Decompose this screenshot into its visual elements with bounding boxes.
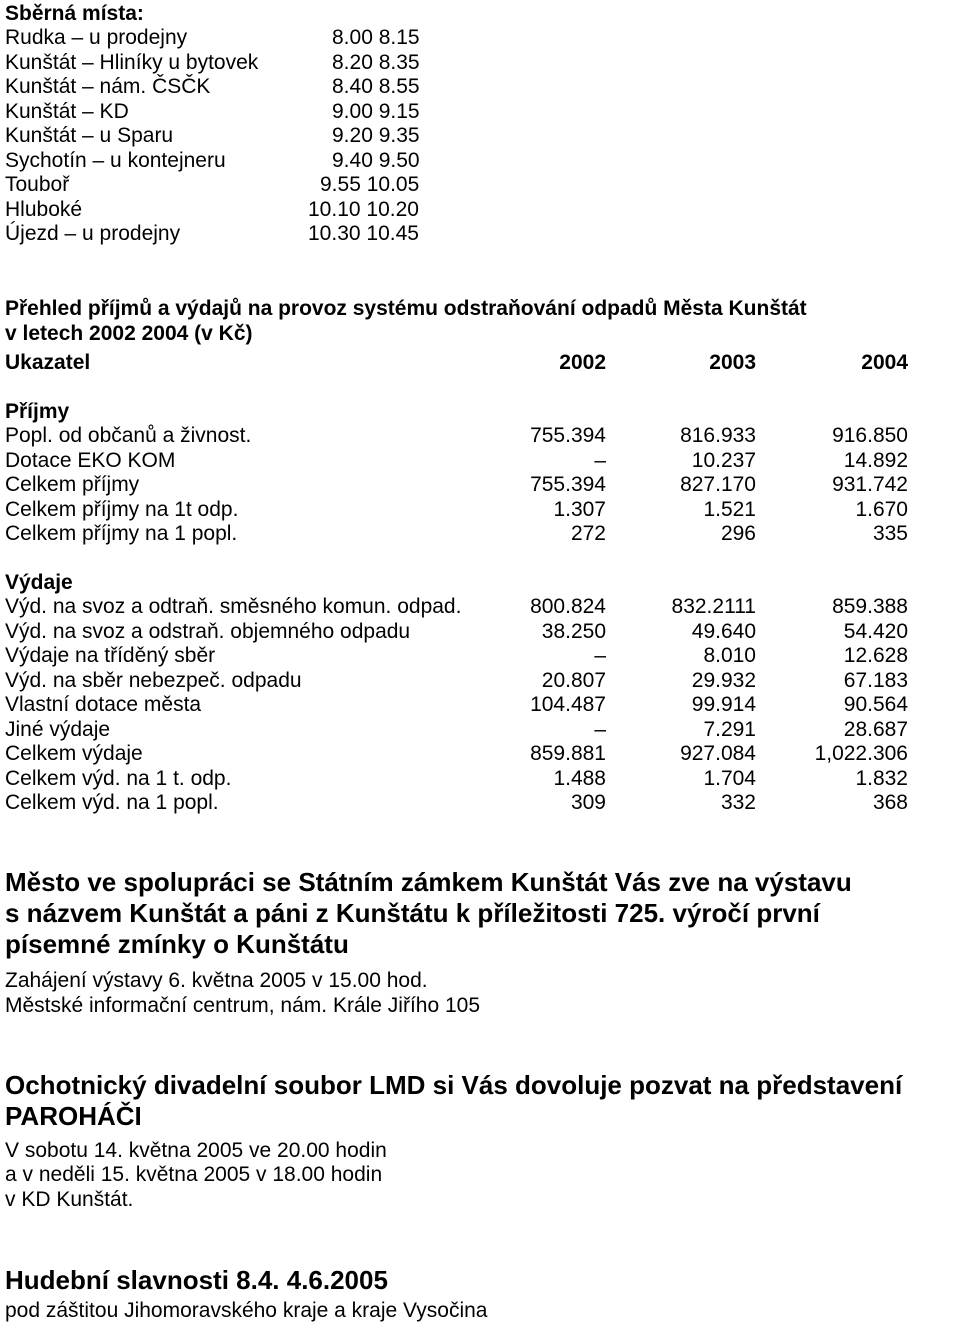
row-label: Celkem příjmy bbox=[5, 473, 140, 496]
row-label: Výd. na svoz a odtraň. směsného komun. odpad. bbox=[5, 595, 462, 618]
value-2002: – bbox=[594, 644, 606, 667]
schedule-heading: Sběrná místa: bbox=[5, 2, 144, 25]
value-2002: 104.487 bbox=[530, 693, 606, 716]
table-row bbox=[5, 742, 955, 767]
expense-heading: Výdaje bbox=[5, 571, 73, 594]
row-label: Celkem příjmy na 1t odp. bbox=[5, 497, 239, 521]
schedule-row bbox=[5, 149, 955, 174]
table-row bbox=[5, 449, 955, 474]
row-label: Celkem výd. na 1 t. odp. bbox=[5, 766, 232, 790]
table-row bbox=[5, 424, 955, 449]
row-label: Vlastní dotace města bbox=[5, 693, 202, 716]
schedule-time: 8.20 8.35 bbox=[332, 50, 420, 74]
value-2004: 90.564 bbox=[843, 693, 908, 716]
music-heading: Hudební slavnosti 8.4. 4.6.2005 bbox=[5, 1265, 388, 1295]
value-2004: 1.832 bbox=[855, 766, 908, 790]
value-2003: 8.010 bbox=[703, 644, 756, 667]
table-row bbox=[5, 791, 955, 816]
schedule-time: 9.40 9.50 bbox=[332, 148, 420, 172]
schedule-row bbox=[5, 26, 955, 51]
value-2003: 10.237 bbox=[691, 448, 756, 472]
row-label: Celkem výd. na 1 popl. bbox=[5, 791, 219, 814]
schedule-time: 9.20 9.35 bbox=[332, 124, 420, 147]
table-header-row bbox=[5, 351, 955, 376]
table-row bbox=[5, 767, 955, 792]
value-2004: 1.670 bbox=[855, 497, 908, 521]
value-2004: 67.183 bbox=[843, 668, 908, 692]
schedule-time: 10.30 10.45 bbox=[308, 222, 419, 245]
theatre-line2: a v neděli 15. května 2005 v 18.00 hodin bbox=[5, 1163, 383, 1186]
value-2003: 7.291 bbox=[703, 717, 756, 741]
row-label: Výd. na svoz a odstraň. objemného odpadu bbox=[5, 619, 411, 643]
schedule-time: 9.00 9.15 bbox=[332, 99, 420, 123]
value-2002: 38.250 bbox=[541, 619, 606, 643]
schedule-row bbox=[5, 124, 955, 149]
schedule-place: Sychotín – u kontejneru bbox=[5, 148, 226, 172]
exhibition-heading bbox=[5, 867, 955, 960]
schedule-row bbox=[5, 51, 955, 76]
table-row bbox=[5, 669, 955, 694]
value-2003: 332 bbox=[720, 791, 756, 814]
table-row bbox=[5, 644, 955, 669]
music-line1: pod záštitou Jihomoravského kraje a kraje Vysočina bbox=[5, 1299, 488, 1322]
value-2003: 927.084 bbox=[680, 742, 756, 765]
schedule-time: 8.00 8.15 bbox=[332, 26, 420, 49]
table-row bbox=[5, 693, 955, 718]
value-2003: 99.914 bbox=[691, 693, 756, 716]
theatre-heading bbox=[5, 1070, 955, 1132]
exhibition-heading-line3: písemné zmínky o Kunštátu bbox=[5, 929, 349, 959]
table-row bbox=[5, 595, 955, 620]
value-2004: 931.742 bbox=[832, 473, 908, 496]
value-2003: 816.933 bbox=[680, 424, 756, 447]
schedule-row bbox=[5, 100, 955, 125]
value-2004: 916.850 bbox=[832, 424, 908, 447]
value-2002: 1.488 bbox=[553, 766, 606, 790]
table-title-line1: Přehled příjmů a výdajů na provoz systému odstraňování odpadů Města Kunštát bbox=[5, 297, 807, 320]
exhibition-heading-line2: s názvem Kunštát a páni z Kunštátu k příležitosti 725. výročí první bbox=[5, 898, 820, 928]
exhibition-heading-line1: Město ve spolupráci se Státním zámkem Kunštát Vás zve na výstavu bbox=[5, 867, 852, 897]
value-2004: 335 bbox=[872, 522, 908, 545]
value-2004: 859.388 bbox=[832, 595, 908, 618]
value-2004: 14.892 bbox=[843, 448, 908, 472]
table-row bbox=[5, 522, 955, 547]
row-label: Celkem výdaje bbox=[5, 742, 143, 765]
schedule-row bbox=[5, 75, 955, 100]
header-year-2003: 2003 bbox=[709, 351, 756, 374]
header-label: Ukazatel bbox=[5, 351, 91, 374]
schedule-place: Touboř bbox=[5, 173, 70, 196]
value-2002: 20.807 bbox=[541, 668, 606, 692]
exhibition-line1: Zahájení výstavy 6. května 2005 v 15.00 hod. bbox=[5, 969, 428, 992]
schedule-place: Kunštát – Hliníky u bytovek bbox=[5, 50, 259, 74]
value-2002: – bbox=[594, 717, 606, 741]
value-2003: 827.170 bbox=[680, 473, 756, 496]
value-2002: 272 bbox=[570, 522, 606, 545]
value-2003: 49.640 bbox=[691, 619, 756, 643]
value-2004: 12.628 bbox=[843, 644, 908, 667]
value-2004: 1,022.306 bbox=[814, 742, 908, 765]
schedule-place: Kunštát – nám. ČSČK bbox=[5, 75, 211, 98]
schedule-place: Újezd – u prodejny bbox=[5, 222, 181, 245]
row-label: Celkem příjmy na 1 popl. bbox=[5, 522, 238, 545]
schedule-place: Kunštát – u Sparu bbox=[5, 124, 174, 147]
exhibition-line2: Městské informační centrum, nám. Krále Jiřího 105 bbox=[5, 994, 481, 1017]
theatre-line3: v KD Kunštát. bbox=[5, 1188, 134, 1211]
row-label: Výd. na sběr nebezpeč. odpadu bbox=[5, 668, 302, 692]
value-2004: 28.687 bbox=[843, 717, 908, 741]
row-label: Popl. od občanů a živnost. bbox=[5, 424, 252, 447]
row-label: Výdaje na tříděný sběr bbox=[5, 644, 216, 667]
schedule-place: Hluboké bbox=[5, 197, 83, 221]
schedule-time: 8.40 8.55 bbox=[332, 75, 420, 98]
table-row bbox=[5, 473, 955, 498]
value-2002: 755.394 bbox=[530, 473, 606, 496]
value-2002: 1.307 bbox=[553, 497, 606, 521]
table-row bbox=[5, 498, 955, 523]
schedule-time: 10.10 10.20 bbox=[308, 197, 419, 221]
value-2002: 755.394 bbox=[530, 424, 606, 447]
value-2002: 800.824 bbox=[530, 595, 606, 618]
value-2003: 1.704 bbox=[703, 766, 756, 790]
row-label: Jiné výdaje bbox=[5, 717, 111, 741]
schedule-time: 9.55 10.05 bbox=[320, 173, 420, 196]
value-2003: 1.521 bbox=[703, 497, 756, 521]
value-2002: – bbox=[594, 448, 606, 472]
value-2004: 368 bbox=[872, 791, 908, 814]
value-2003: 29.932 bbox=[691, 668, 756, 692]
schedule-row bbox=[5, 198, 955, 223]
table-row bbox=[5, 620, 955, 645]
header-year-2004: 2004 bbox=[861, 351, 908, 374]
income-heading: Příjmy bbox=[5, 400, 70, 423]
theatre-heading-line1: Ochotnický divadelní soubor LMD si Vás dovoluje pozvat na představení bbox=[5, 1070, 903, 1100]
schedule-place: Rudka – u prodejny bbox=[5, 26, 188, 49]
value-2002: 859.881 bbox=[530, 742, 606, 765]
value-2003: 832.2111 bbox=[671, 595, 756, 618]
schedule-place: Kunštát – KD bbox=[5, 99, 129, 123]
header-year-2002: 2002 bbox=[559, 351, 606, 374]
schedule-row bbox=[5, 222, 955, 247]
row-label: Dotace EKO KOM bbox=[5, 448, 176, 472]
theatre-line1: V sobotu 14. května 2005 ve 20.00 hodin bbox=[5, 1139, 387, 1162]
value-2002: 309 bbox=[570, 791, 606, 814]
value-2004: 54.420 bbox=[843, 619, 908, 643]
value-2003: 296 bbox=[720, 522, 756, 545]
table-row bbox=[5, 718, 955, 743]
theatre-heading-line2: PAROHÁČI bbox=[5, 1101, 142, 1131]
table-title-line2: v letech 2002 2004 (v Kč) bbox=[5, 322, 253, 345]
schedule-row bbox=[5, 173, 955, 198]
